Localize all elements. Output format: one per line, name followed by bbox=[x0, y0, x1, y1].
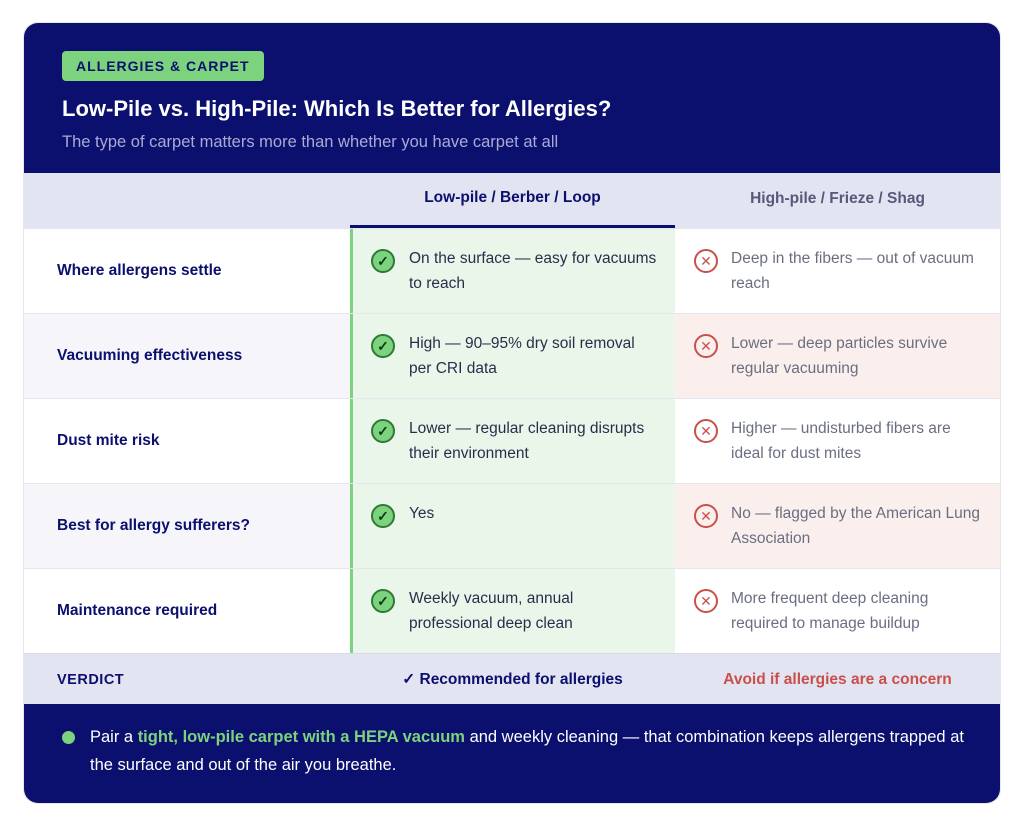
column-header-low-pile-label: Low-pile / Berber / Loop bbox=[424, 189, 601, 206]
low-pile-text: High — 90–95% dry soil removal per CRI data bbox=[409, 335, 635, 377]
check-circle-icon: ✓ bbox=[371, 504, 395, 528]
high-pile-cell bbox=[675, 399, 1000, 483]
low-pile-text: Lower — regular cleaning disrupts their environment bbox=[409, 420, 645, 462]
row-label: Maintenance required bbox=[24, 569, 350, 653]
bullet-dot-icon bbox=[62, 731, 75, 744]
verdict-row bbox=[24, 653, 1000, 705]
footer-text bbox=[90, 723, 970, 779]
verdict-high-pile: Avoid if allergies are a concern bbox=[723, 671, 952, 688]
low-pile-text: On the surface — easy for vacuums to reach bbox=[409, 250, 657, 292]
low-pile-cell bbox=[350, 229, 675, 313]
high-pile-text: Higher — undisturbed fibers are ideal for dust mites bbox=[731, 420, 951, 462]
check-circle-icon: ✓ bbox=[371, 589, 395, 613]
high-pile-cell bbox=[675, 484, 1000, 568]
column-header-low-pile bbox=[350, 173, 675, 228]
comparison-card bbox=[24, 23, 1000, 803]
row-label: Best for allergy sufferers? bbox=[24, 484, 350, 568]
column-header-empty bbox=[24, 173, 350, 228]
footer-tip bbox=[24, 704, 1000, 803]
row-label: Vacuuming effectiveness bbox=[24, 314, 350, 398]
column-header-high-pile bbox=[675, 173, 1000, 228]
table-row bbox=[24, 568, 1000, 653]
low-pile-cell bbox=[350, 484, 675, 568]
high-pile-text: More frequent deep cleaning required to manage buildup bbox=[731, 590, 929, 632]
x-circle-icon: ✕ bbox=[694, 419, 718, 443]
page-title: Low-Pile vs. High-Pile: Which Is Better for Allergies? bbox=[62, 96, 612, 121]
table-row bbox=[24, 228, 1000, 313]
high-pile-cell bbox=[675, 314, 1000, 398]
x-circle-icon: ✕ bbox=[694, 334, 718, 358]
x-circle-icon: ✕ bbox=[694, 589, 718, 613]
x-circle-icon: ✕ bbox=[694, 504, 718, 528]
low-pile-cell bbox=[350, 399, 675, 483]
high-pile-text: Deep in the fibers — out of vacuum reach bbox=[731, 250, 974, 292]
footer-highlight: tight, low-pile carpet with a HEPA vacuum bbox=[137, 728, 465, 746]
high-pile-cell bbox=[675, 229, 1000, 313]
low-pile-text: Yes bbox=[409, 505, 435, 522]
column-header-high-pile-label: High-pile / Frieze / Shag bbox=[750, 190, 925, 207]
footer-text-after: and weekly cleaning — that combination keeps allergens trapped at the surface and out of the air you breathe. bbox=[90, 728, 964, 774]
high-pile-text: No — flagged by the American Lung Association bbox=[731, 505, 981, 547]
verdict-label: VERDICT bbox=[57, 672, 125, 688]
header bbox=[24, 23, 1000, 173]
high-pile-cell bbox=[675, 569, 1000, 653]
low-pile-cell bbox=[350, 314, 675, 398]
check-circle-icon: ✓ bbox=[371, 419, 395, 443]
check-circle-icon: ✓ bbox=[371, 249, 395, 273]
low-pile-cell bbox=[350, 569, 675, 653]
category-tag: ALLERGIES & CARPET bbox=[62, 51, 264, 81]
low-pile-text: Weekly vacuum, annual professional deep clean bbox=[409, 590, 574, 632]
table-row bbox=[24, 398, 1000, 483]
table-row bbox=[24, 483, 1000, 568]
row-label: Where allergens settle bbox=[24, 229, 350, 313]
row-label: Dust mite risk bbox=[24, 399, 350, 483]
footer-text-before: Pair a bbox=[90, 728, 138, 746]
table-row bbox=[24, 313, 1000, 398]
page-subtitle: The type of carpet matters more than whether you have carpet at all bbox=[62, 133, 559, 151]
verdict-low-pile: ✓ Recommended for allergies bbox=[402, 671, 623, 688]
high-pile-text: Lower — deep particles survive regular vacuuming bbox=[731, 335, 948, 377]
x-circle-icon: ✕ bbox=[694, 249, 718, 273]
check-circle-icon: ✓ bbox=[371, 334, 395, 358]
